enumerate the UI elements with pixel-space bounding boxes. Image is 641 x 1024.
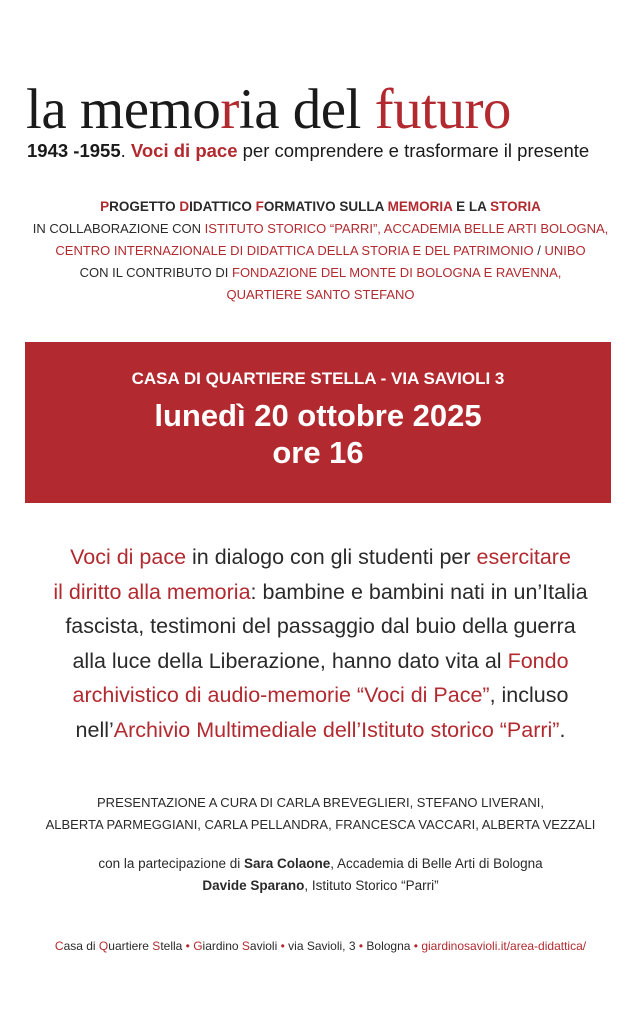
title-part-memo: la memo — [26, 78, 221, 141]
desc-text: nell’ — [75, 717, 114, 742]
participants — [0, 853, 641, 897]
desc-text: alla luce della Liberazione, hanno dato vita al — [72, 648, 508, 673]
footer-city: Bologna — [366, 939, 411, 953]
center-unibo: UNIBO — [544, 243, 586, 258]
heading-word-e-la: E LA — [452, 199, 491, 214]
footer — [0, 937, 641, 955]
participant-affiliation: , Accademia di Belle Arti di Bologna — [330, 856, 543, 871]
desc-line-6 — [0, 713, 641, 748]
initial-d: D — [179, 199, 190, 214]
heading-word-formativo: ORMATIVO SULLA — [263, 199, 388, 214]
desc-diritto-memoria: il diritto alla memoria — [53, 579, 251, 604]
footer-initial: S — [152, 939, 161, 953]
subtitle-rest: per comprendere e trasformare il presente — [237, 140, 590, 161]
bullet-separator: • — [277, 939, 289, 953]
contribution-foundation: FONDAZIONE DEL MONTE DI BOLOGNA E RAVENNA, — [232, 265, 562, 280]
center-slash: / — [533, 243, 545, 258]
title-part-a-del: a del — [254, 78, 375, 141]
bullet-separator: • — [182, 939, 194, 953]
title-letter-r: r — [220, 78, 239, 141]
subtitle-voices: Voci di pace — [130, 140, 238, 161]
subtitle-dot: . — [120, 140, 126, 161]
participant-name: Sara Colaone — [243, 856, 331, 871]
desc-voci-di-pace: Voci di pace — [70, 545, 187, 569]
title-part-futuro: futuro — [374, 78, 511, 141]
participants-intro: con la partecipazione di — [98, 856, 244, 871]
footer-text: asa di — [63, 939, 99, 953]
participant-line-2 — [0, 875, 641, 897]
center-name: CENTRO INTERNAZIONALE DI DIDATTICA DELLA STORIA E DEL PATRIMONIO — [55, 243, 534, 258]
footer-text: iardino — [202, 939, 242, 953]
event-subtitle — [27, 140, 627, 162]
desc-line-5 — [0, 678, 641, 713]
footer-text: avioli — [249, 939, 278, 953]
event-venue: CASA DI QUARTIERE STELLA - VIA SAVIOLI 3 — [131, 369, 505, 388]
heading-word-progetto: ROGETTO — [109, 199, 180, 214]
event-date: lunedì 20 ottobre 2025 — [154, 398, 482, 433]
desc-line-3: fascista, testimoni del passaggio dal buio della guerra — [65, 614, 576, 638]
event-title — [26, 80, 626, 140]
heading-word-didattico: IDATTICO — [189, 199, 256, 214]
website-link[interactable]: giardinosavioli.it/area-didattica/ — [421, 939, 587, 953]
contribution-line — [0, 262, 641, 284]
participant-line-1 — [0, 853, 641, 875]
bullet-separator: • — [410, 939, 422, 953]
collab-intro: IN COLLABORAZIONE CON — [32, 221, 205, 236]
footer-text: uartiere — [108, 939, 153, 953]
event-banner — [25, 342, 611, 503]
footer-initial: C — [54, 939, 64, 953]
event-time: ore 16 — [272, 435, 364, 470]
quartiere-line: QUARTIERE SANTO STEFANO — [226, 287, 415, 302]
initial-p: P — [100, 199, 110, 214]
heading-word-memoria: MEMORIA — [387, 199, 453, 214]
collaboration-line — [0, 218, 641, 240]
desc-fondo-archivistico: archivistico di audio-memorie “Voci di Pace” — [72, 683, 490, 707]
bullet-separator: • — [355, 939, 367, 953]
collab-partners: ISTITUTO STORICO “PARRI”, ACCADEMIA BELLE ARTI BOLOGNA, — [204, 221, 609, 236]
footer-initial: G — [193, 939, 203, 953]
project-heading — [0, 196, 641, 218]
desc-esercitare: esercitare — [476, 545, 571, 569]
project-description — [0, 196, 641, 306]
footer-initial: S — [241, 939, 250, 953]
desc-period: . — [559, 717, 566, 742]
event-description — [0, 540, 641, 747]
desc-line-2 — [0, 575, 641, 610]
desc-fondo: Fondo — [507, 648, 569, 673]
contribution-intro: CON IL CONTRIBUTO DI — [79, 265, 232, 280]
subtitle-years: 1943 -1955 — [27, 140, 121, 161]
desc-line-4 — [0, 644, 641, 679]
desc-text: : bambine e bambini nati in un’Italia — [250, 579, 588, 604]
footer-address: via Savioli, 3 — [288, 939, 356, 953]
curators-line-2: ALBERTA PARMEGGIANI, CARLA PELLANDRA, FRANCESCA VACCARI, ALBERTA VEZZALI — [45, 817, 596, 832]
desc-line-1 — [0, 540, 641, 575]
participant-name: Davide Sparano — [202, 878, 305, 893]
center-line — [0, 240, 641, 262]
footer-text: tella — [160, 939, 183, 953]
heading-word-storia: STORIA — [490, 199, 541, 214]
title-letter-i: i — [238, 78, 255, 141]
footer-initial: Q — [98, 939, 109, 953]
desc-text: , incluso — [489, 683, 569, 707]
initial-f: F — [255, 199, 264, 214]
desc-text: in dialogo con gli studenti per — [186, 545, 477, 569]
participant-affiliation: , Istituto Storico “Parri” — [304, 878, 439, 893]
desc-archivio: Archivio Multimediale dell’Istituto storico “Parri” — [113, 717, 560, 742]
curators-line-1: PRESENTAZIONE A CURA DI CARLA BREVEGLIERI, STEFANO LIVERANI, — [97, 795, 544, 810]
curators — [0, 792, 641, 836]
